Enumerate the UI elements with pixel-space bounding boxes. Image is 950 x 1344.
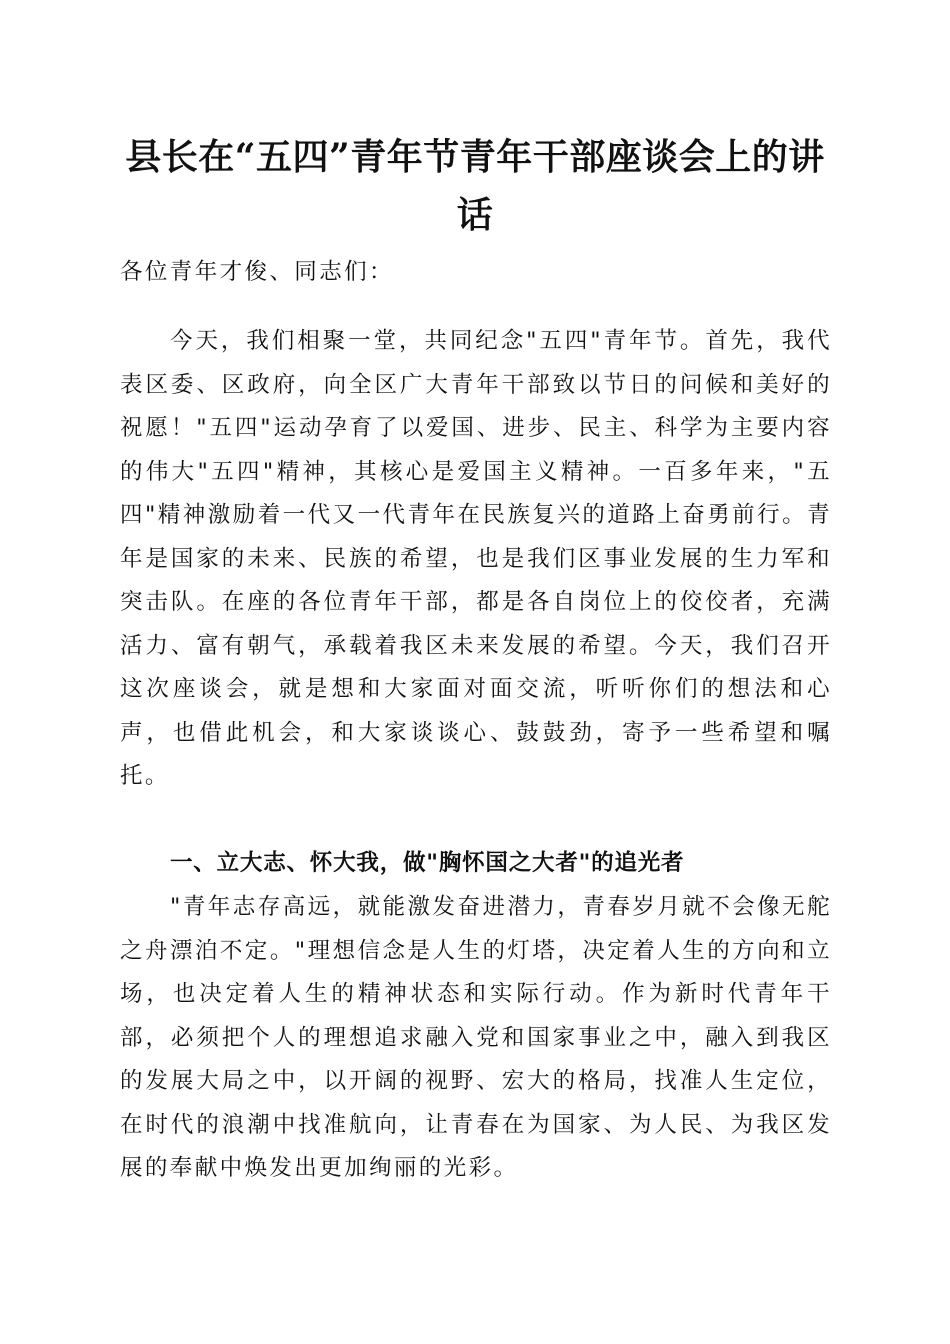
opening-paragraph: 今天，我们相聚一堂，共同纪念"五四"青年节。首先，我代表区委、区政府，向全区广大青年干部致以节日的问候和美好的祝愿！"五四"运动孕育了以爱国、进步、民主、科学为主要内容的伟大"五四"精神，其核心是爱国主义精神。一百多年来，"五四"精神激励着一代又一代青年在民族复兴的道路上奋勇前行。青年是国家的未来、民族的希望，也是我们区事业发展的生力军和突击队。在座的各位青年干部，都是各自岗位上的佼佼者，充满活力、富有朝气，承载着我区未来发展的希望。今天，我们召开这次座谈会，就是想和大家面对面交流，听听你们的想法和心声，也借此机会，和大家谈谈心、鼓鼓劲，寄予一些希望和嘱托。 — [120, 328, 832, 789]
section-paragraph: "青年志存高远，就能激发奋进潜力，青春岁月就不会像无舵之舟漂泊不定。"理想信念是人生的灯塔，决定着人生的方向和立场，也决定着人生的精神状态和实际行动。作为新时代青年干部，必须把个人的理想追求融入党和国家事业之中，融入到我区的发展大局之中，以开阔的视野、宏大的格局，找准人生定位，在时代的浪潮中找准航向，让青春在为国家、为人民、为我区发展的奉献中焕发出更加绚丽的光彩。 — [120, 894, 832, 1181]
section-heading: 一、立大志、怀大我，做"胸怀国之大者"的追光者 — [170, 850, 685, 876]
document-title: 县长在“五四”青年节青年干部座谈会上的讲话 — [125, 136, 825, 236]
salutation: 各位青年才俊、同志们： — [120, 259, 394, 285]
